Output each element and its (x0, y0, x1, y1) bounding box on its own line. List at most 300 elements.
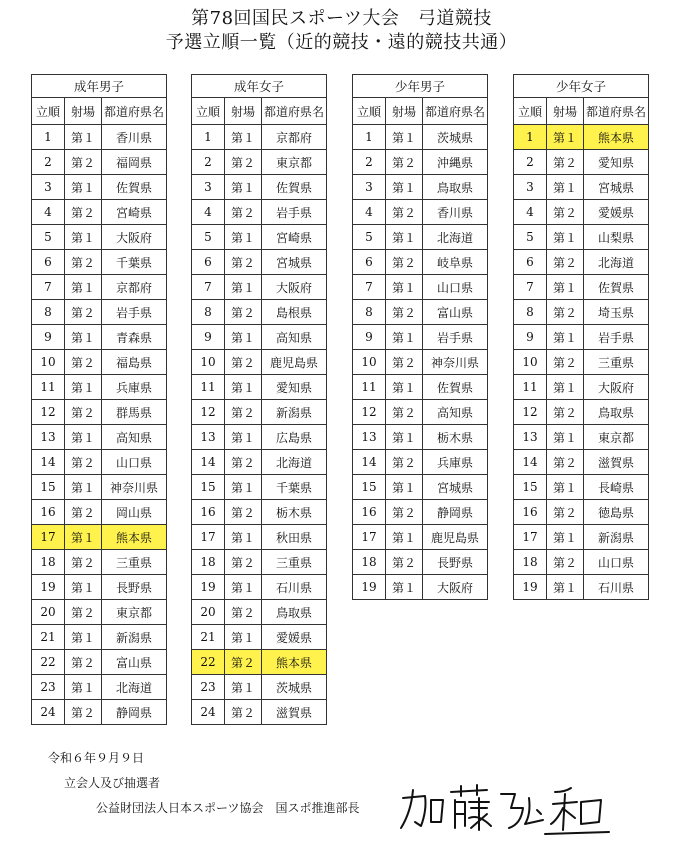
prefecture-cell: 兵庫県 (102, 375, 167, 400)
range-cell: 第１ (65, 275, 102, 300)
rank-cell: 7 (514, 275, 547, 300)
table-row (192, 350, 327, 375)
table-row (192, 625, 327, 650)
rank-cell: 19 (514, 575, 547, 600)
prefecture-cell: 静岡県 (102, 700, 167, 725)
rank-cell: 23 (32, 675, 65, 700)
prefecture-cell: 滋賀県 (584, 450, 649, 475)
range-cell: 第１ (225, 175, 262, 200)
prefecture-cell: 大阪府 (262, 275, 327, 300)
prefecture-cell: 新潟県 (584, 525, 649, 550)
prefecture-cell: 宮崎県 (102, 200, 167, 225)
table-row (514, 375, 649, 400)
table-row (192, 225, 327, 250)
prefecture-cell: 宮城県 (262, 250, 327, 275)
column-header-prefecture: 都道府県名 (102, 98, 167, 125)
table-row (353, 250, 488, 275)
range-cell: 第１ (386, 375, 423, 400)
table-row (192, 175, 327, 200)
table-row (32, 300, 167, 325)
rank-cell: 21 (192, 625, 225, 650)
rank-cell: 14 (32, 450, 65, 475)
prefecture-cell: 熊本県 (584, 125, 649, 150)
rank-cell: 10 (514, 350, 547, 375)
prefecture-cell: 栃木県 (423, 425, 488, 450)
range-cell: 第２ (225, 600, 262, 625)
table-row (192, 400, 327, 425)
range-cell: 第２ (547, 200, 584, 225)
rank-cell: 18 (192, 550, 225, 575)
prefecture-cell: 秋田県 (262, 525, 327, 550)
rank-cell: 6 (192, 250, 225, 275)
range-cell: 第１ (547, 425, 584, 450)
prefecture-cell: 岩手県 (102, 300, 167, 325)
table-row (32, 275, 167, 300)
range-cell: 第１ (547, 275, 584, 300)
prefecture-cell: 香川県 (423, 200, 488, 225)
rank-cell: 9 (514, 325, 547, 350)
document-title: 第78回国民スポーツ大会 弓道競技 (191, 8, 492, 29)
range-cell: 第２ (225, 700, 262, 725)
column-header-rank: 立順 (514, 98, 547, 125)
prefecture-cell: 神奈川県 (423, 350, 488, 375)
rank-cell: 14 (192, 450, 225, 475)
prefecture-cell: 愛知県 (262, 375, 327, 400)
range-cell: 第１ (386, 225, 423, 250)
rank-cell: 4 (32, 200, 65, 225)
prefecture-cell: 長野県 (423, 550, 488, 575)
prefecture-cell: 兵庫県 (423, 450, 488, 475)
prefecture-cell: 青森県 (102, 325, 167, 350)
range-cell: 第２ (547, 450, 584, 475)
rank-cell: 6 (32, 250, 65, 275)
prefecture-cell: 高知県 (102, 425, 167, 450)
table-row (353, 500, 488, 525)
rank-cell: 22 (192, 650, 225, 675)
group-header-junior-women: 少年女子 (514, 75, 649, 98)
group-header-adult-women: 成年女子 (192, 75, 327, 98)
table-row (192, 300, 327, 325)
range-cell: 第２ (65, 650, 102, 675)
range-cell: 第２ (225, 150, 262, 175)
prefecture-cell: 石川県 (584, 575, 649, 600)
table-row (353, 375, 488, 400)
prefecture-cell: 愛媛県 (262, 625, 327, 650)
range-cell: 第１ (386, 325, 423, 350)
range-cell: 第１ (547, 575, 584, 600)
range-cell: 第１ (65, 425, 102, 450)
rank-cell: 12 (514, 400, 547, 425)
prefecture-cell: 徳島県 (584, 500, 649, 525)
range-cell: 第１ (225, 125, 262, 150)
table-row (32, 250, 167, 275)
table-row (32, 550, 167, 575)
prefecture-cell: 三重県 (102, 550, 167, 575)
table-row (32, 650, 167, 675)
prefecture-cell: 新潟県 (262, 400, 327, 425)
table-junior-women (513, 74, 649, 600)
rank-cell: 10 (32, 350, 65, 375)
prefecture-cell: 東京都 (584, 425, 649, 450)
prefecture-cell: 香川県 (102, 125, 167, 150)
rank-cell: 16 (353, 500, 386, 525)
range-cell: 第２ (225, 350, 262, 375)
prefecture-cell: 山梨県 (584, 225, 649, 250)
rank-cell: 9 (353, 325, 386, 350)
rank-cell: 4 (514, 200, 547, 225)
rank-cell: 17 (32, 525, 65, 550)
range-cell: 第１ (225, 525, 262, 550)
rank-cell: 13 (192, 425, 225, 450)
table-row (514, 300, 649, 325)
prefecture-cell: 大阪府 (102, 225, 167, 250)
table-row (353, 350, 488, 375)
range-cell: 第２ (547, 350, 584, 375)
range-cell: 第２ (225, 250, 262, 275)
rank-cell: 5 (32, 225, 65, 250)
range-cell: 第２ (65, 500, 102, 525)
prefecture-cell: 熊本県 (102, 525, 167, 550)
prefecture-cell: 岩手県 (262, 200, 327, 225)
table-row (192, 450, 327, 475)
prefecture-cell: 鳥取県 (584, 400, 649, 425)
rank-cell: 11 (192, 375, 225, 400)
range-cell: 第２ (386, 500, 423, 525)
rank-cell: 5 (514, 225, 547, 250)
prefecture-cell: 静岡県 (423, 500, 488, 525)
range-cell: 第２ (225, 550, 262, 575)
rank-cell: 2 (353, 150, 386, 175)
prefecture-cell: 北海道 (102, 675, 167, 700)
table-row (514, 350, 649, 375)
rank-cell: 8 (514, 300, 547, 325)
rank-cell: 15 (514, 475, 547, 500)
table-row (192, 675, 327, 700)
rank-cell: 15 (353, 475, 386, 500)
rank-cell: 5 (192, 225, 225, 250)
prefecture-cell: 山口県 (102, 450, 167, 475)
range-cell: 第１ (65, 175, 102, 200)
rank-cell: 2 (514, 150, 547, 175)
range-cell: 第２ (225, 650, 262, 675)
table-row (514, 475, 649, 500)
rank-cell: 1 (353, 125, 386, 150)
rank-cell: 3 (32, 175, 65, 200)
rank-cell: 6 (514, 250, 547, 275)
prefecture-cell: 佐賀県 (102, 175, 167, 200)
prefecture-cell: 佐賀県 (262, 175, 327, 200)
range-cell: 第２ (386, 150, 423, 175)
table-row (514, 400, 649, 425)
range-cell: 第２ (65, 250, 102, 275)
range-cell: 第２ (65, 350, 102, 375)
prefecture-cell: 高知県 (423, 400, 488, 425)
range-cell: 第２ (386, 400, 423, 425)
table-row (32, 500, 167, 525)
rank-cell: 3 (514, 175, 547, 200)
prefecture-cell: 熊本県 (262, 650, 327, 675)
column-header-rank: 立順 (32, 98, 65, 125)
rank-cell: 18 (32, 550, 65, 575)
range-cell: 第２ (386, 300, 423, 325)
rank-cell: 12 (32, 400, 65, 425)
prefecture-cell: 鹿児島県 (423, 525, 488, 550)
prefecture-cell: 岩手県 (423, 325, 488, 350)
prefecture-cell: 京都府 (102, 275, 167, 300)
range-cell: 第２ (65, 300, 102, 325)
prefecture-cell: 東京都 (262, 150, 327, 175)
range-cell: 第１ (65, 125, 102, 150)
rank-cell: 24 (192, 700, 225, 725)
prefecture-cell: 群馬県 (102, 400, 167, 425)
rank-cell: 3 (192, 175, 225, 200)
group-header-adult-men: 成年男子 (32, 75, 167, 98)
range-cell: 第２ (225, 450, 262, 475)
range-cell: 第１ (65, 375, 102, 400)
range-cell: 第１ (386, 275, 423, 300)
rank-cell: 3 (353, 175, 386, 200)
rank-cell: 20 (32, 600, 65, 625)
prefecture-cell: 山口県 (423, 275, 488, 300)
range-cell: 第１ (65, 225, 102, 250)
table-row (192, 275, 327, 300)
table-row (32, 575, 167, 600)
range-cell: 第１ (547, 525, 584, 550)
prefecture-cell: 千葉県 (102, 250, 167, 275)
table-row (353, 525, 488, 550)
table-adult-women (191, 74, 327, 725)
witness-role: 立会人及び抽選者 (64, 776, 161, 790)
prefecture-cell: 富山県 (423, 300, 488, 325)
rank-cell: 1 (32, 125, 65, 150)
rank-cell: 8 (32, 300, 65, 325)
rank-cell: 5 (353, 225, 386, 250)
rank-cell: 10 (192, 350, 225, 375)
table-row (353, 200, 488, 225)
range-cell: 第２ (65, 550, 102, 575)
table-row (32, 325, 167, 350)
rank-cell: 18 (514, 550, 547, 575)
range-cell: 第２ (225, 300, 262, 325)
table-row (32, 700, 167, 725)
table-row (192, 325, 327, 350)
range-cell: 第２ (547, 550, 584, 575)
table-row (192, 125, 327, 150)
table-row (192, 250, 327, 275)
table-row (192, 375, 327, 400)
prefecture-cell: 長野県 (102, 575, 167, 600)
rank-cell: 22 (32, 650, 65, 675)
prefecture-cell: 北海道 (423, 225, 488, 250)
rank-cell: 9 (32, 325, 65, 350)
rank-cell: 16 (514, 500, 547, 525)
column-header-range: 射場 (225, 98, 262, 125)
range-cell: 第１ (547, 325, 584, 350)
rank-cell: 19 (32, 575, 65, 600)
range-cell: 第２ (386, 200, 423, 225)
table-row (32, 225, 167, 250)
range-cell: 第１ (225, 425, 262, 450)
prefecture-cell: 神奈川県 (102, 475, 167, 500)
prefecture-cell: 鳥取県 (262, 600, 327, 625)
range-cell: 第２ (65, 600, 102, 625)
rank-cell: 17 (192, 525, 225, 550)
table-row (32, 600, 167, 625)
prefecture-cell: 岡山県 (102, 500, 167, 525)
table-row (192, 600, 327, 625)
range-cell: 第２ (547, 400, 584, 425)
rank-cell: 13 (353, 425, 386, 450)
table-row (192, 525, 327, 550)
range-cell: 第１ (386, 125, 423, 150)
table-row (32, 425, 167, 450)
prefecture-cell: 沖縄県 (423, 150, 488, 175)
table-row (353, 175, 488, 200)
column-header-range: 射場 (65, 98, 102, 125)
range-cell: 第１ (386, 425, 423, 450)
rank-cell: 14 (353, 450, 386, 475)
range-cell: 第１ (225, 675, 262, 700)
range-cell: 第１ (225, 575, 262, 600)
rank-cell: 1 (192, 125, 225, 150)
rank-cell: 7 (353, 275, 386, 300)
rank-cell: 16 (192, 500, 225, 525)
prefecture-cell: 島根県 (262, 300, 327, 325)
range-cell: 第２ (225, 200, 262, 225)
table-row (353, 300, 488, 325)
table-row (514, 500, 649, 525)
prefecture-cell: 宮崎県 (262, 225, 327, 250)
table-row (353, 475, 488, 500)
table-row (32, 400, 167, 425)
range-cell: 第１ (225, 325, 262, 350)
rank-cell: 2 (32, 150, 65, 175)
range-cell: 第２ (65, 700, 102, 725)
table-row (32, 125, 167, 150)
prefecture-cell: 茨城県 (423, 125, 488, 150)
range-cell: 第１ (547, 125, 584, 150)
prefecture-cell: 滋賀県 (262, 700, 327, 725)
table-row (353, 325, 488, 350)
range-cell: 第１ (386, 575, 423, 600)
table-row (514, 525, 649, 550)
prefecture-cell: 佐賀県 (584, 275, 649, 300)
table-row (32, 675, 167, 700)
table-row (353, 225, 488, 250)
prefecture-cell: 北海道 (584, 250, 649, 275)
range-cell: 第１ (225, 625, 262, 650)
table-row (192, 700, 327, 725)
column-header-prefecture: 都道府県名 (584, 98, 649, 125)
range-cell: 第２ (225, 500, 262, 525)
prefecture-cell: 愛媛県 (584, 200, 649, 225)
prefecture-cell: 埼玉県 (584, 300, 649, 325)
range-cell: 第２ (547, 500, 584, 525)
table-row (353, 575, 488, 600)
prefecture-cell: 京都府 (262, 125, 327, 150)
rank-cell: 18 (353, 550, 386, 575)
handwritten-signature (395, 780, 615, 840)
range-cell: 第１ (547, 175, 584, 200)
range-cell: 第１ (225, 275, 262, 300)
prefecture-cell: 宮城県 (584, 175, 649, 200)
prefecture-cell: 三重県 (584, 350, 649, 375)
range-cell: 第２ (386, 350, 423, 375)
rank-cell: 8 (353, 300, 386, 325)
range-cell: 第１ (65, 475, 102, 500)
prefecture-cell: 宮城県 (423, 475, 488, 500)
table-row (32, 375, 167, 400)
range-cell: 第１ (225, 225, 262, 250)
rank-cell: 4 (353, 200, 386, 225)
rank-cell: 15 (192, 475, 225, 500)
table-row (514, 325, 649, 350)
range-cell: 第１ (225, 375, 262, 400)
rank-cell: 13 (32, 425, 65, 450)
column-header-prefecture: 都道府県名 (423, 98, 488, 125)
range-cell: 第２ (65, 450, 102, 475)
prefecture-cell: 大阪府 (584, 375, 649, 400)
table-row (514, 575, 649, 600)
prefecture-cell: 福岡県 (102, 150, 167, 175)
table-junior-men (352, 74, 488, 600)
prefecture-cell: 新潟県 (102, 625, 167, 650)
prefecture-cell: 北海道 (262, 450, 327, 475)
prefecture-cell: 広島県 (262, 425, 327, 450)
table-row (514, 175, 649, 200)
rank-cell: 7 (32, 275, 65, 300)
table-row (32, 450, 167, 475)
range-cell: 第１ (65, 625, 102, 650)
table-row (353, 550, 488, 575)
table-row (514, 425, 649, 450)
organization-position: 公益財団法人日本スポーツ協会 国スポ推進部長 (96, 801, 360, 815)
table-row (32, 475, 167, 500)
column-header-prefecture: 都道府県名 (262, 98, 327, 125)
rank-cell: 17 (514, 525, 547, 550)
range-cell: 第１ (65, 575, 102, 600)
rank-cell: 24 (32, 700, 65, 725)
table-row (192, 500, 327, 525)
table-row (32, 150, 167, 175)
table-row (514, 225, 649, 250)
range-cell: 第２ (386, 450, 423, 475)
rank-cell: 8 (192, 300, 225, 325)
rank-cell: 2 (192, 150, 225, 175)
table-row (32, 525, 167, 550)
range-cell: 第２ (547, 300, 584, 325)
prefecture-cell: 鹿児島県 (262, 350, 327, 375)
prefecture-cell: 千葉県 (262, 475, 327, 500)
rank-cell: 14 (514, 450, 547, 475)
prefecture-cell: 岩手県 (584, 325, 649, 350)
table-adult-men (31, 74, 167, 725)
prefecture-cell: 三重県 (262, 550, 327, 575)
rank-cell: 10 (353, 350, 386, 375)
prefecture-cell: 富山県 (102, 650, 167, 675)
table-row (192, 475, 327, 500)
prefecture-cell: 茨城県 (262, 675, 327, 700)
table-row (32, 175, 167, 200)
prefecture-cell: 大阪府 (423, 575, 488, 600)
table-row (192, 200, 327, 225)
table-row (514, 150, 649, 175)
prefecture-cell: 山口県 (584, 550, 649, 575)
prefecture-cell: 長崎県 (584, 475, 649, 500)
range-cell: 第１ (65, 325, 102, 350)
prefecture-cell: 福島県 (102, 350, 167, 375)
table-row (192, 550, 327, 575)
